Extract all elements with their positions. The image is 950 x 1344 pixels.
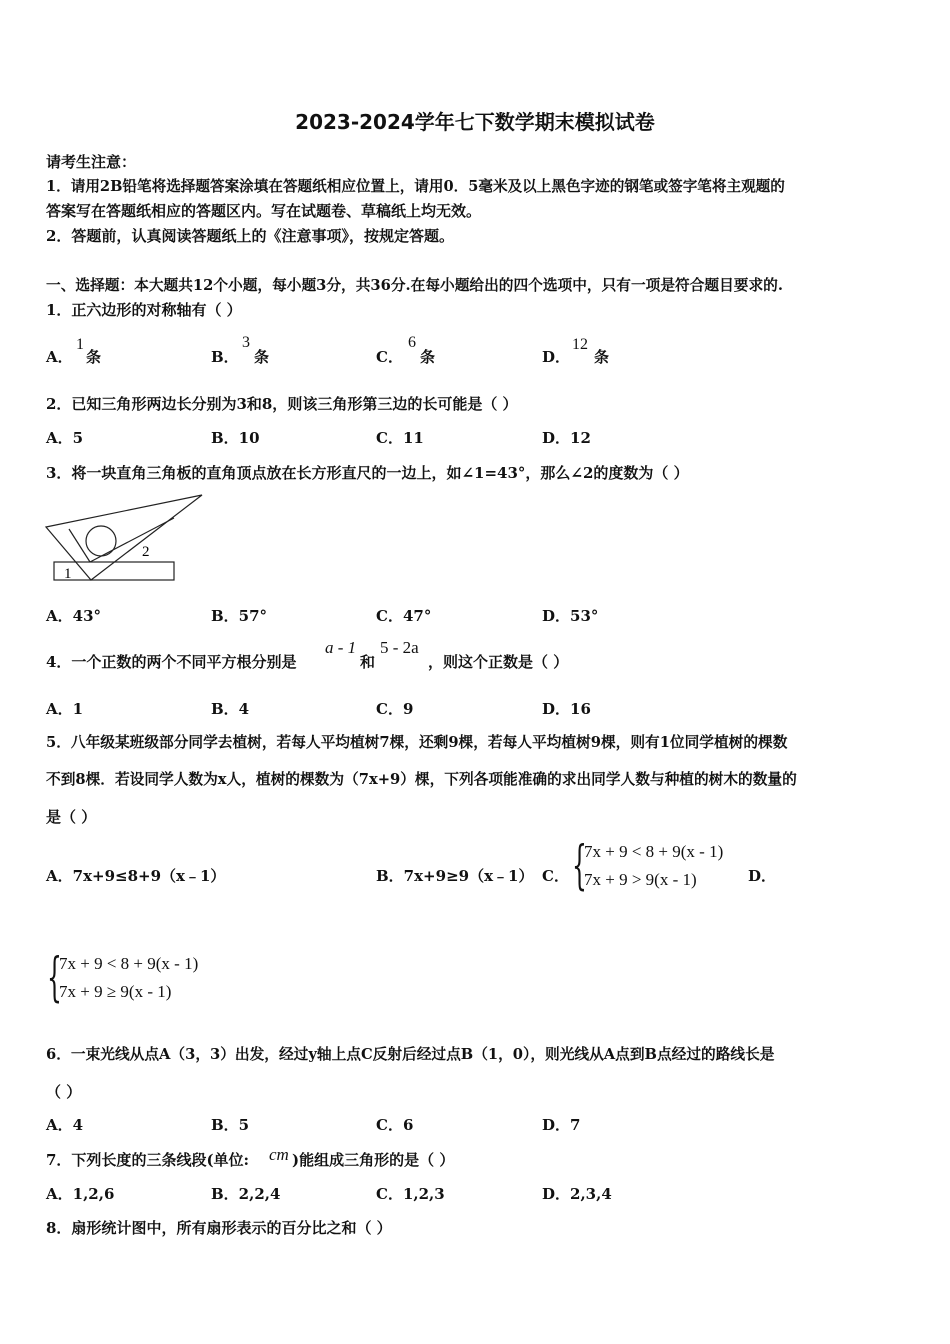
question-5-option-b: B．7x+9≥9（x﹣1） [376, 867, 534, 885]
question-1-stem: 1．正六边形的对称轴有（ ） [46, 301, 242, 319]
notice-line-1: 1．请用2B铅笔将选择题答案涂填在答题纸相应位置上，请用0．5毫米及以上黑色字迹的钢笔或签字笔将主观题的 [46, 178, 785, 195]
question-5-option-a: A．7x+9≤8+9（x﹣1） [46, 867, 226, 885]
question-7-option-c: C．1,2,3 [376, 1185, 445, 1203]
question-5-line-3: 是（ ） [46, 808, 97, 826]
question-3-option-d: D．53° [542, 607, 599, 625]
angle-1-label: 1 [64, 566, 72, 582]
question-3-option-a: A．43° [46, 607, 102, 625]
notice-heading: 请考生注意： [46, 153, 137, 171]
question-7-option-b: B．2,2,4 [211, 1185, 281, 1203]
system-brace-icon: { [47, 948, 62, 1008]
angle-2-label: 2 [142, 544, 150, 560]
question-4-option-a: A．1 [46, 700, 84, 718]
expression-a-minus-1: a - 1 [325, 638, 357, 657]
question-3-option-b: B．57° [211, 607, 268, 625]
set-square-hole [86, 526, 116, 556]
question-2-option-a: A．5 [46, 429, 84, 447]
page-title: 2023-2024学年七下数学期末模拟试卷 [295, 110, 655, 134]
question-5-line-2: 不到8棵．若设同学人数为x人，植树的棵数为（7x+9）棵，下列各项能准确的求出同学人数与种植的树木的数量的 [46, 771, 797, 788]
question-6-option-b: B．5 [211, 1116, 250, 1134]
question-4-option-c: C．9 [376, 700, 414, 718]
question-7-option-d: D．2,3,4 [542, 1185, 612, 1203]
question-6-option-c: C．6 [376, 1116, 414, 1134]
question-2-stem: 2．已知三角形两边长分别为3和8，则该三角形第三边的长可能是（ ） [46, 395, 518, 413]
question-5-option-d-label: D． [748, 867, 777, 885]
question-6-line-1: 6．一束光线从点A（3，3）出发，经过y轴上点C反射后经过点B（1，0），则光线从A点到B点经过的路线长是 [46, 1046, 775, 1063]
expression-5-minus-2a: 5 - 2a [380, 638, 419, 657]
question-6-line-2: （ ） [46, 1083, 82, 1101]
question-6-option-d: D．7 [542, 1116, 581, 1134]
notice-line-2: 2．答题前，认真阅读答题纸上的《注意事项》，按规定答题。 [46, 227, 454, 245]
question-7-option-a: A．1,2,6 [46, 1185, 115, 1203]
question-3-stem: 3．将一块直角三角板的直角顶点放在长方形直尺的一边上，如∠1=43°，那么∠2的度数为（ ） [46, 464, 689, 482]
question-2-option-c: C．11 [376, 429, 424, 447]
question-4-option-d: D．16 [542, 700, 591, 718]
question-4-option-b: B．4 [211, 700, 250, 718]
question-2-option-b: B．10 [211, 429, 260, 447]
notice-line-1-cont: 答案写在答题纸相应的答题区内。写在试题卷、草稿纸上均无效。 [46, 202, 482, 220]
question-5-line-1: 5．八年级某班级部分同学去植树，若每人平均植树7棵，还剩9棵，若每人平均植树9棵，则有1位同学植树的棵数 [46, 734, 788, 751]
question-2-option-d: D．12 [542, 429, 591, 447]
question-3-option-c: C．47° [376, 607, 432, 625]
system-brace-icon: { [572, 836, 587, 896]
ruler-rectangle [54, 562, 174, 580]
triangle-ruler-figure [44, 492, 206, 584]
question-8-stem: 8．扇形统计图中，所有扇形表示的百分比之和（ ） [46, 1219, 392, 1237]
unit-cm: cm [269, 1145, 289, 1164]
question-6-option-a: A．4 [46, 1116, 84, 1134]
section-heading: 一、选择题：本大题共12个小题，每小题3分，共36分.在每小题给出的四个选项中，只有一项是符合题目要求的. [46, 277, 783, 294]
